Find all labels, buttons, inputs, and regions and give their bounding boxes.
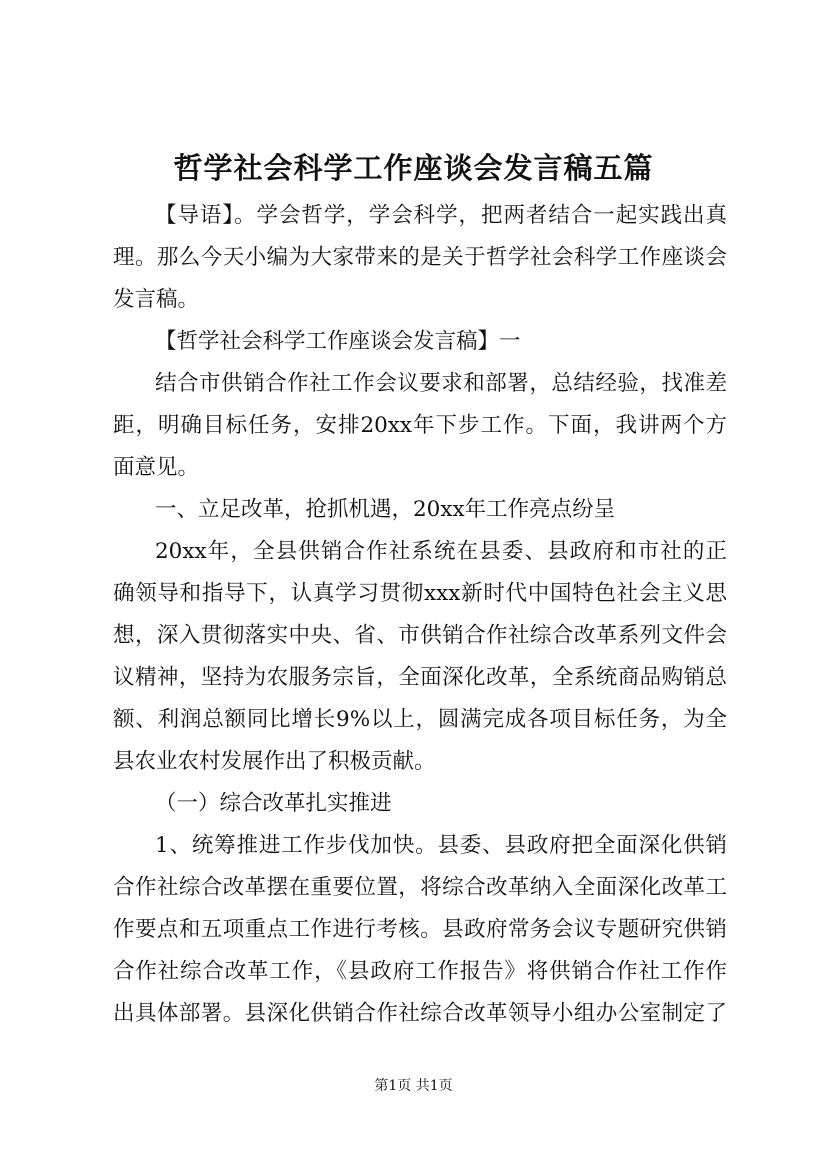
text-line: 县农业农村发展作出了积极贡献。: [113, 749, 436, 774]
text-line: 理。那么今天小编为大家带来的是关于哲学社会科学工作座谈会: [113, 245, 727, 270]
text-line: 想，深入贯彻落实中央、省、市供销合作社综合改革系列文件会: [113, 623, 727, 648]
text-line: 出具体部署。县深化供销合作社综合改革领导小组办公室制定了: [113, 1001, 727, 1026]
text-line: 发言稿。: [113, 287, 200, 312]
text-line: 额、利润总额同比增长9%以上，圆满完成各项目标任务，为全: [113, 707, 727, 732]
page-footer: 第1页 共1页: [374, 1078, 453, 1094]
text-line: 面意见。: [113, 455, 200, 480]
text-line: 【哲学社会科学工作座谈会发言稿】一: [155, 329, 521, 354]
text-line: 20xx年，全县供销合作社系统在县委、县政府和市社的正: [155, 539, 727, 564]
text-line: 合作社综合改革摆在重要位置，将综合改革纳入全面深化改革工: [113, 875, 727, 900]
text-line: 议精神，坚持为农服务宗旨，全面深化改革，全系统商品购销总: [113, 665, 727, 690]
text-line: 一、立足改革，抢抓机遇，20xx年工作亮点纷呈: [155, 497, 616, 522]
text-line: 结合市供销合作社工作会议要求和部署，总结经验，找准差: [155, 371, 727, 396]
document-title: 哲学社会科学工作座谈会发言稿五篇: [173, 151, 654, 185]
text-line: 确领导和指导下，认真学习贯彻xxx新时代中国特色社会主义思: [113, 581, 727, 606]
text-line: 【导语】。学会哲学，学会科学，把两者结合一起实践出真: [155, 203, 727, 228]
text-line: 距，明确目标任务，安排20xx年下步工作。下面，我讲两个方: [113, 413, 727, 438]
text-line: 1、统筹推进工作步伐加快。县委、县政府把全面深化供销: [155, 833, 727, 858]
text-line: 作要点和五项重点工作进行考核。县政府常务会议专题研究供销: [113, 917, 727, 942]
text-line: 合作社综合改革工作，《县政府工作报告》将供销合作社工作作: [113, 959, 727, 984]
document-body: [113, 195, 727, 1035]
text-line: （一）综合改革扎实推进: [155, 791, 392, 816]
